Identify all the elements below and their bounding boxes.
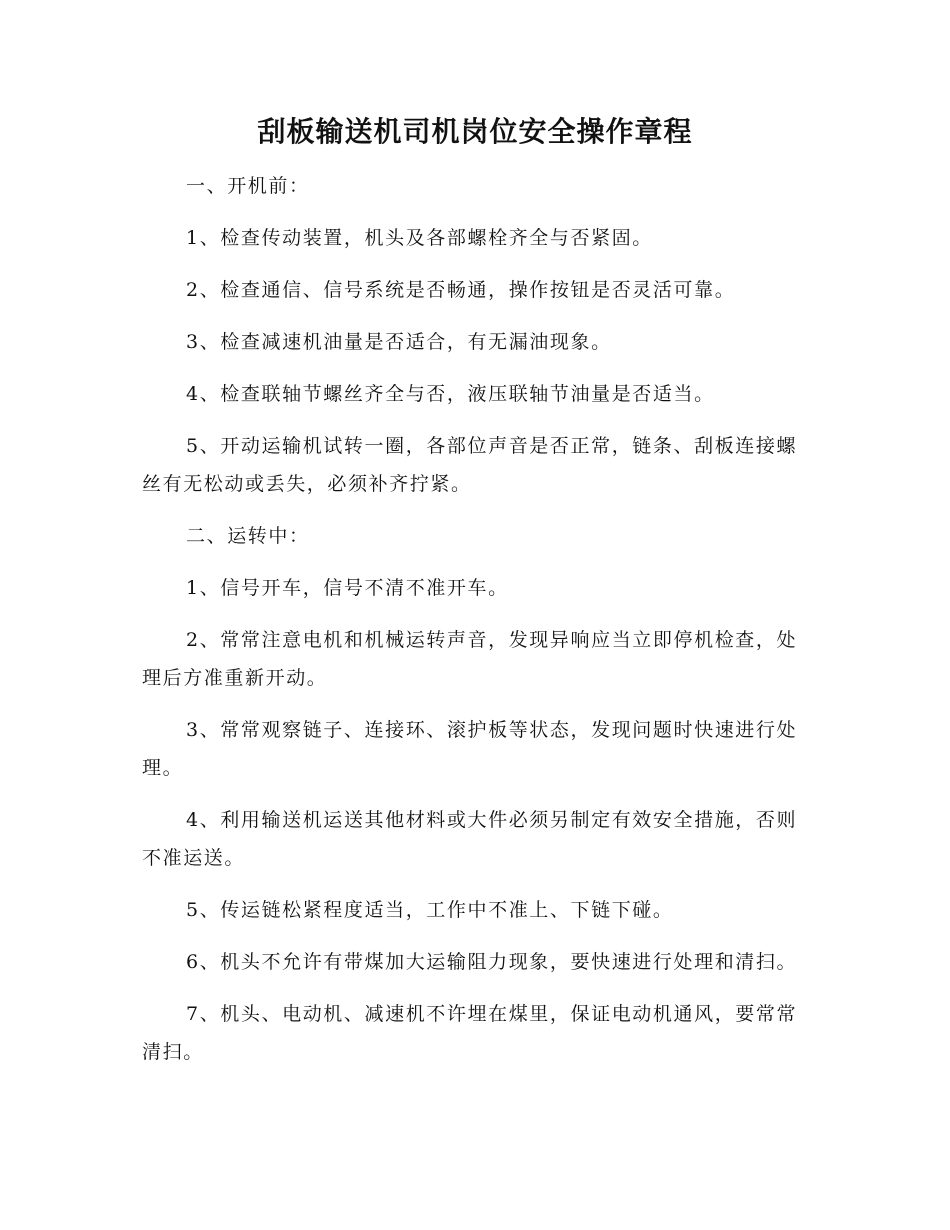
list-item: 1、检查传动装置，机头及各部螺栓齐全与否紧固。 <box>186 227 653 249</box>
list-item: 6、机头不允许有带煤加大运输阻力现象，要快速进行处理和清扫。 <box>186 951 798 973</box>
list-item: 3、检查减速机油量是否适合，有无漏油现象。 <box>186 331 612 353</box>
list-item: 2、常常注意电机和机械运转声音，发现异响应当立即停机检查，处理后方准重新开动。 <box>142 629 798 689</box>
list-item: 1、信号开车，信号不清不准开车。 <box>186 577 509 599</box>
list-item: 3、常常观察链子、连接环、滚护板等状态，发现问题时快速进行处理。 <box>142 719 798 779</box>
list-item: 7、机头、电动机、减速机不许埋在煤里，保证电动机通风，要常常清扫。 <box>142 1003 798 1063</box>
document-body <box>142 167 808 1085</box>
section-heading-during-operation: 二、运转中： <box>186 525 310 547</box>
document-title: 刮板输送机司机岗位安全操作章程 <box>257 115 693 148</box>
list-item: 4、利用输送机运送其他材料或大件必须另制定有效安全措施，否则不准运送。 <box>142 809 798 869</box>
list-item: 5、传运链松紧程度适当，工作中不准上、下链下碰。 <box>186 899 674 921</box>
list-item: 2、检查通信、信号系统是否畅通，操作按钮是否灵活可靠。 <box>186 279 736 301</box>
list-item: 4、检查联轴节螺丝齐全与否，液压联轴节油量是否适当。 <box>186 383 715 405</box>
section-heading-before-start: 一、开机前： <box>186 175 310 197</box>
list-item: 5、开动运输机试转一圈，各部位声音是否正常，链条、刮板连接螺丝有无松动或丢失，必须补齐拧紧。 <box>142 435 798 495</box>
